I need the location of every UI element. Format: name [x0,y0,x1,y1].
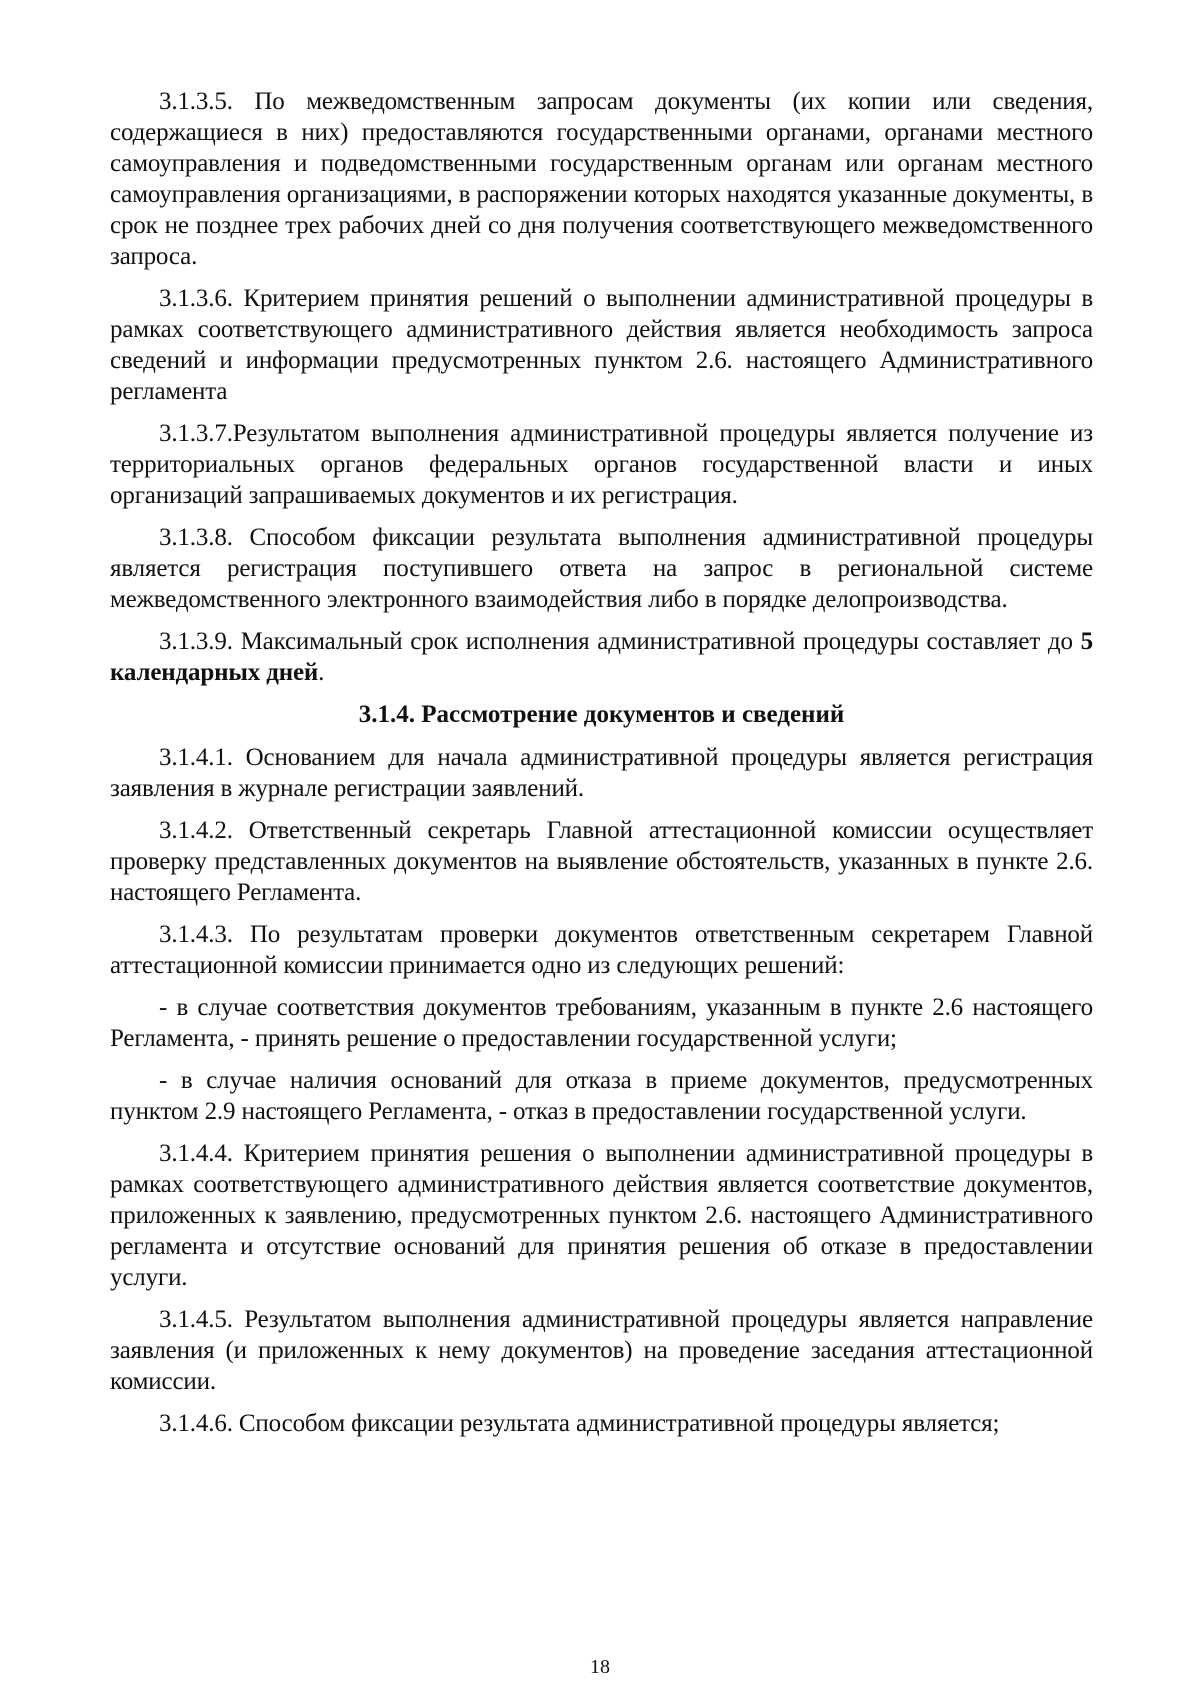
paragraph-3-1-4-3: 3.1.4.3. По результатам проверки документов ответственным секретарем Главной аттестационной комиссии принимается одно из следующих решений: [110,921,1093,979]
list-item-refuse: - в случае наличия оснований для отказа в приеме документов, предусмотренных пунктом 2.9 настоящего Регламента, - отказ в предоставлении государственной услуги. [110,1067,1093,1125]
paragraph-3-1-3-5: 3.1.3.5. По межведомственным запросам документы (их копии или сведения, содержащиеся в них) предоставляются государственными органами, органами местного самоуправления и подведомственными государственным органам или органам местного самоуправления организациями, в распоряжении которых находятся указанные документы, в срок не позднее трех рабочих дней со дня получения соответствующего межведомственного запроса. [110,88,1093,270]
list-item-accept: - в случае соответствия документов требованиям, указанным в пункте 2.6 настоящего Регламента, - принять решение о предоставлении государственной услуги; [110,994,1093,1052]
deadline-end: . [318,659,325,686]
paragraph-3-1-3-9 [110,626,1093,688]
deadline-text: 3.1.3.9. Максимальный срок исполнения административной процедуры составляет до [159,628,1081,655]
page-number: 18 [590,1656,610,1678]
paragraph-3-1-4-2: 3.1.4.2. Ответственный секретарь Главной аттестационной комиссии осуществляет проверку представленных документов на выявление обстоятельств, указанных в пункте 2.6. настоящего Регламента. [110,817,1093,906]
paragraph-3-1-4-6: 3.1.4.6. Способом фиксации результата административной процедуры является; [159,1410,1000,1437]
paragraph-3-1-4-4: 3.1.4.4. Критерием принятия решения о выполнении административной процедуры в рамках соответствующего административного действия является соответствие документов, приложенных к заявлению, предусмотренных пунктом 2.6. настоящего Административного регламента и отсутствие оснований для принятия решения об отказе в предоставлении услуги. [110,1140,1093,1291]
paragraph-3-1-3-7: 3.1.3.7.Результатом выполнения административной процедуры является получение из территориальных органов федеральных органов государственной власти и иных организаций запрашиваемых документов и их регистрация. [110,420,1093,509]
paragraph-3-1-4-5: 3.1.4.5. Результатом выполнения административной процедуры является направление заявления (и приложенных к нему документов) на проведение заседания аттестационной комиссии. [110,1306,1093,1395]
page-body [110,86,1093,1450]
paragraph-3-1-3-6: 3.1.3.6. Критерием принятия решений о выполнении административной процедуры в рамках соответствующего административного действия является необходимость запроса сведений и информации предусмотренных пунктом 2.6. настоящего Административного регламента [110,285,1093,405]
deadline-bold: 5 календарных дней [110,628,1093,686]
paragraph-3-1-4-1: 3.1.4.1. Основанием для начала административной процедуры является регистрация заявления в журнале регистрации заявлений. [110,744,1093,802]
section-heading: 3.1.4. Рассмотрение документов и сведений [358,701,845,728]
paragraph-3-1-3-8: 3.1.3.8. Способом фиксации результата выполнения административной процедуры является регистрация поступившего ответа на запрос в региональной системе межведомственного электронного взаимодействия либо в порядке делопроизводства. [110,524,1093,613]
